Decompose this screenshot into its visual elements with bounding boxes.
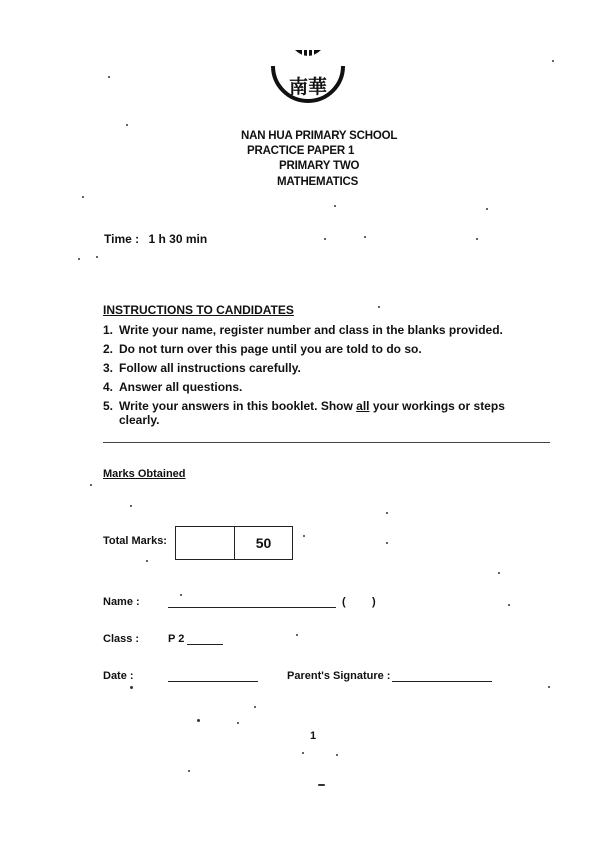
time-label: Time :	[104, 232, 140, 246]
class-prefix: P 2	[168, 633, 185, 645]
instructions-list	[103, 321, 543, 430]
scan-speck	[476, 238, 478, 240]
subject-title: MATHEMATICS	[277, 176, 359, 188]
total-marks-label: Total Marks:	[103, 535, 167, 547]
scan-speck	[108, 76, 110, 78]
scan-speck	[197, 719, 200, 722]
scan-speck	[254, 706, 256, 708]
instruction-text	[119, 397, 543, 430]
name-blank[interactable]	[168, 607, 336, 608]
signature-blank[interactable]	[392, 681, 492, 682]
name-label: Name :	[103, 596, 140, 608]
scan-speck	[188, 770, 190, 772]
scan-speck	[296, 634, 298, 636]
scan-speck	[508, 604, 510, 606]
instruction-text: Follow all instructions carefully.	[119, 361, 301, 375]
signature-label: Parent's Signature :	[287, 670, 391, 682]
instruction-number: 5.	[103, 399, 114, 413]
date-label: Date :	[103, 670, 134, 682]
instruction-number: 4.	[103, 380, 114, 394]
scan-mark	[318, 784, 325, 786]
scan-speck	[146, 560, 148, 562]
scan-speck	[237, 722, 239, 724]
scan-speck	[386, 542, 388, 544]
class-label: Class :	[103, 633, 140, 645]
instruction-item	[103, 359, 543, 378]
scan-speck	[486, 208, 488, 210]
instruction-item	[103, 397, 543, 430]
date-blank[interactable]	[168, 681, 258, 682]
instruction-text-part: Write your answers in this booklet. Show	[119, 399, 357, 413]
scan-speck	[126, 124, 128, 126]
paper-title: PRACTICE PAPER 1	[247, 145, 355, 157]
page-number: 1	[310, 730, 317, 742]
instruction-text-part: your workings or steps clearly.	[119, 399, 505, 427]
instruction-item	[103, 340, 543, 359]
scan-speck	[364, 236, 366, 238]
scan-speck	[334, 205, 336, 207]
scan-speck	[302, 752, 304, 754]
crest-text: 南華	[288, 76, 328, 98]
instruction-text: Answer all questions.	[119, 380, 243, 394]
instructions-title: INSTRUCTIONS TO CANDIDATES	[103, 303, 294, 317]
instruction-number: 1.	[103, 323, 114, 337]
instruction-emphasis: all	[356, 399, 370, 413]
marks-total-cell: 50	[255, 535, 272, 551]
scan-speck	[90, 484, 92, 486]
scan-speck	[548, 686, 550, 688]
marks-box	[175, 526, 293, 560]
scan-speck	[386, 512, 388, 514]
school-crest-logo	[268, 48, 348, 114]
time-allowed	[104, 232, 207, 246]
scan-speck	[82, 196, 84, 198]
scan-speck	[378, 306, 380, 308]
scan-speck	[336, 754, 338, 756]
instruction-text: Write your name, register number and class in the blanks provided.	[119, 323, 503, 337]
scan-speck	[552, 60, 554, 62]
time-value: 1 h 30 min	[148, 232, 208, 246]
register-open-paren: (	[342, 596, 346, 608]
scan-speck	[130, 505, 132, 507]
marks-obtained-cell[interactable]	[176, 527, 235, 559]
scan-speck	[78, 258, 80, 260]
instruction-item	[103, 378, 543, 397]
instruction-number: 3.	[103, 361, 114, 375]
level-title: PRIMARY TWO	[279, 160, 360, 172]
school-name: NAN HUA PRIMARY SCHOOL	[241, 130, 398, 142]
instruction-item	[103, 321, 543, 340]
scan-speck	[498, 572, 500, 574]
scan-speck	[303, 535, 305, 537]
class-blank[interactable]	[187, 644, 223, 645]
register-close-paren: )	[372, 596, 376, 608]
scan-speck	[130, 686, 133, 689]
marks-obtained-title: Marks Obtained	[103, 468, 186, 480]
instruction-number: 2.	[103, 342, 114, 356]
instruction-text: Do not turn over this page until you are told to do so.	[119, 342, 422, 356]
scan-speck	[324, 238, 326, 240]
section-divider	[103, 442, 550, 443]
scan-speck	[180, 594, 182, 596]
scan-speck	[96, 256, 98, 258]
